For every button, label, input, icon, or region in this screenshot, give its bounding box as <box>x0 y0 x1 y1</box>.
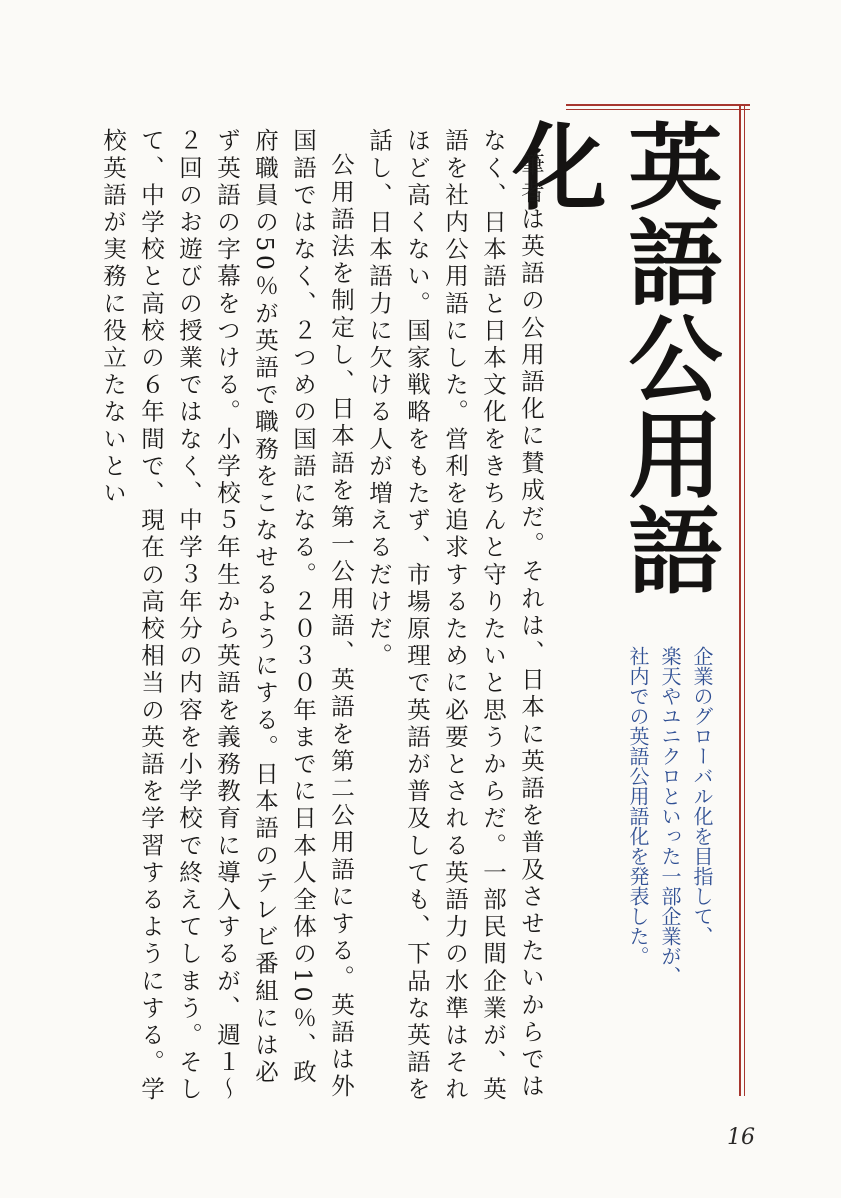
lead-line-2: 楽天やユニクロといった一部企業が、 <box>658 646 682 986</box>
page-title: 英語公用語化 <box>496 118 721 598</box>
body-paragraph-2: 公用語法を制定し、日本語を第一公用語、英語を第二公用語にする。英語は外国語ではなく、２つめの国語になる。２０３０年までに日本人全体の10％、政府職員の50％が英語で職務をこなせるようにする。日本語のテレビ番組には必ず英語の字幕をつける。小学校５年生から英語を義務教育に導入するが、週１～２回のお遊びの授業ではなく、中学３年分の内容を小学校で終えてしまう。そして、中学校と高校の６年間で、現在の高校相当の英語を学習するようにする。学校英語が実務に役立たないとい <box>99 128 355 1104</box>
body-text <box>92 128 550 1110</box>
title-frame-right-rule <box>739 104 745 1096</box>
lead-line-1: 企業のグローバル化を目指して、 <box>690 646 714 946</box>
page-number: 16 <box>727 1125 755 1150</box>
lead-text <box>610 646 718 1046</box>
lead-line-3: 社内での英語公用語化を発表した。 <box>626 646 650 966</box>
body-paragraph-1: 筆者は英語の公用語化に賛成だ。それは、日本に英語を普及させたいからではなく、日本語と日本文化をきちんと守りたいと思うからだ。一部民間企業が、英語を社内公用語にした。営利を追求するために必要とされる英語力の水準はそれほど高くない。国家戦略をもたず、市場原理で英語が普及しても、下品な英語を話し、日本語力に欠ける人が増えるだけだ。 <box>365 128 545 1104</box>
title-frame-top-rule <box>566 104 750 110</box>
